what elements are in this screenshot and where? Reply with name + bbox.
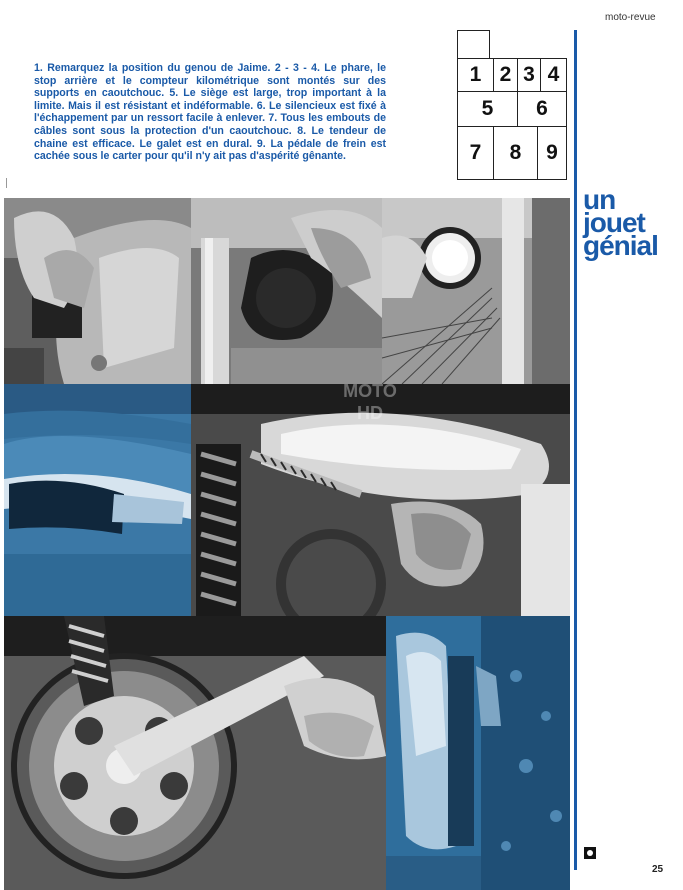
title-line-3: génial bbox=[583, 230, 658, 261]
photo-headlight bbox=[4, 198, 191, 384]
article-title bbox=[583, 184, 678, 261]
diagram-cell-6: 6 bbox=[517, 91, 567, 127]
diagram-cell-2: 2 bbox=[493, 58, 518, 92]
diagram-cell-1: 1 bbox=[457, 58, 494, 92]
publication-logo-icon bbox=[584, 847, 596, 859]
diagram-cell-top bbox=[457, 30, 490, 58]
diagram-cell-4: 4 bbox=[540, 58, 567, 92]
photo-layout-diagram bbox=[457, 30, 567, 180]
watermark-line-2: HD bbox=[357, 403, 383, 423]
diagram-cell-7: 7 bbox=[457, 126, 494, 180]
magazine-header: moto-revue bbox=[605, 12, 656, 23]
diagram-cell-3: 3 bbox=[517, 58, 541, 92]
title-line-1: un bbox=[583, 184, 616, 215]
diagram-cell-8: 8 bbox=[493, 126, 538, 180]
diagram-cell-5: 5 bbox=[457, 91, 518, 127]
title-line-2: jouet bbox=[583, 207, 645, 238]
photo-seat bbox=[4, 384, 191, 616]
photo-speedometer bbox=[382, 198, 570, 384]
photo-chain-tensioner bbox=[4, 616, 386, 890]
page-number: 25 bbox=[652, 864, 664, 875]
margin-mark bbox=[6, 178, 7, 188]
photo-caption: 1. Remarquez la position du genou de Jaime. 2 - 3 - 4. Le phare, le stop arrière et le compteur kilométrique sont montés sur des supports en caoutchouc. 5. Le siège est large, trop important à la limite. Mais il est résistant et indéformable. 6. Le silencieux est fixé à l'échappement par un ressort facile à enlever. 7. Tous les embouts de câbles sont sous la protection d'un caoutchouc. 8. Le tendeur de chaine est efficace. Le galet est en dural. 9. La pédale de frein est cachée sous le carter pour qu'il n'y ait pas d'aspérité gênante. bbox=[34, 62, 386, 163]
diagram-cell-9: 9 bbox=[537, 126, 567, 180]
watermark-line-1: MOTO bbox=[343, 381, 397, 401]
photo-rear-light bbox=[191, 198, 382, 384]
vertical-rule bbox=[574, 30, 577, 870]
watermark-logo bbox=[330, 380, 410, 440]
photo-brake-pedal bbox=[386, 616, 570, 890]
